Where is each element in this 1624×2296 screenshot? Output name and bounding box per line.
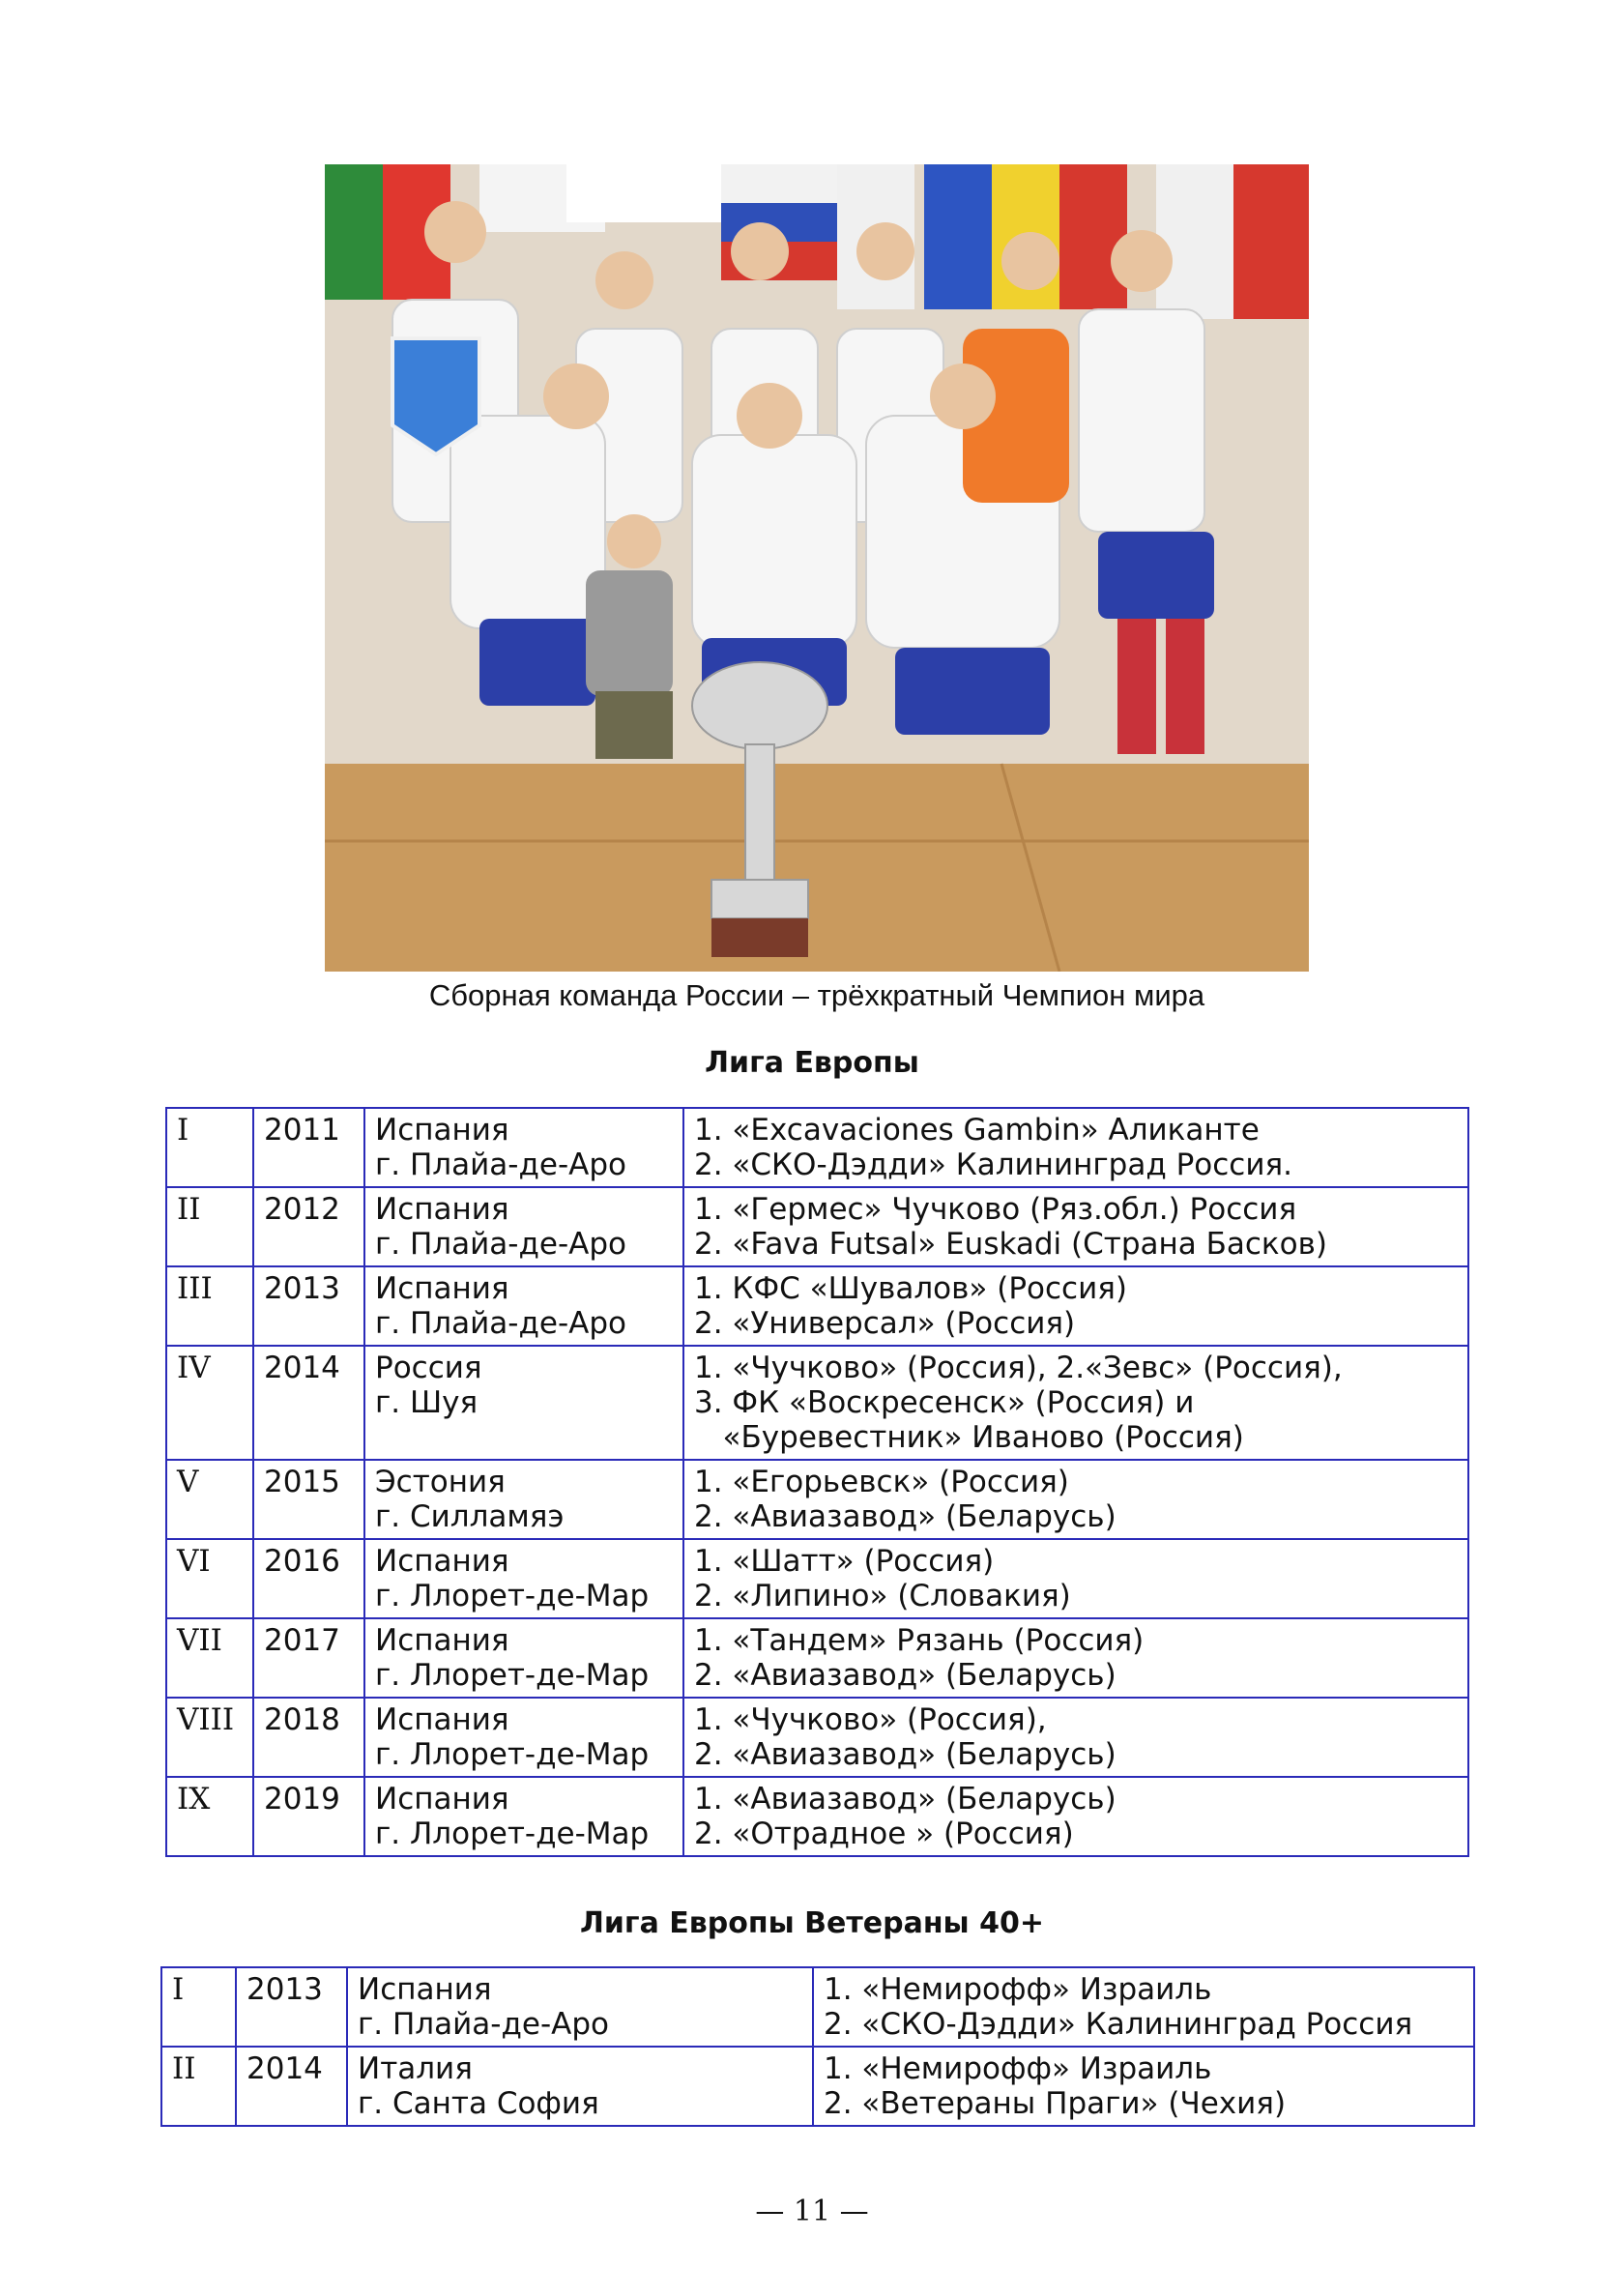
- cell-edition: VI: [166, 1539, 253, 1618]
- cell-results: [683, 1698, 1468, 1777]
- table-row: [166, 1460, 1468, 1539]
- result-line: 1. «Немирофф» Израиль: [824, 1972, 1212, 2007]
- cell-edition: II: [166, 1187, 253, 1266]
- table-row: [166, 1698, 1468, 1777]
- table-row: [161, 2047, 1474, 2126]
- result-line: 3. ФК «Воскресенск» (Россия) и: [694, 1385, 1195, 1420]
- result-line: 1. «Немирофф» Израиль: [824, 2051, 1212, 2086]
- result-line: «Буревестник» Иваново (Россия): [694, 1420, 1244, 1455]
- cell-venue: [364, 1460, 683, 1539]
- table-row: [161, 1967, 1474, 2047]
- cell-venue: [364, 1618, 683, 1698]
- cell-year: 2019: [253, 1777, 364, 1856]
- result-line: 1. «Егорьевск» (Россия): [694, 1465, 1069, 1499]
- result-line: 1. «Тандем» Рязань (Россия): [694, 1623, 1145, 1658]
- result-line: 2. «Авиазавод» (Беларусь): [694, 1658, 1116, 1693]
- venue-line: Испания: [375, 1702, 509, 1737]
- result-line: 1. «Шатт» (Россия): [694, 1544, 995, 1579]
- cell-year: 2011: [253, 1108, 364, 1187]
- table-row: [166, 1618, 1468, 1698]
- result-line: 2. «СКО-Дэдди» Калининград Россия.: [694, 1148, 1293, 1182]
- cell-venue: [364, 1266, 683, 1346]
- cell-results: [683, 1777, 1468, 1856]
- table-row: [166, 1539, 1468, 1618]
- result-line: 1. КФС «Шувалов» (Россия): [694, 1271, 1127, 1306]
- team-photo: [325, 164, 1309, 972]
- cell-year: 2018: [253, 1698, 364, 1777]
- cell-edition: V: [166, 1460, 253, 1539]
- photo-caption: Сборная команда России – трёхкратный Чемпион мира: [428, 978, 1205, 1012]
- table-row: [166, 1777, 1468, 1856]
- venue-line: Испания: [375, 1782, 509, 1816]
- cell-year: 2013: [236, 1967, 347, 2047]
- cell-edition: III: [166, 1266, 253, 1346]
- cell-year: 2014: [253, 1346, 364, 1460]
- result-line: 2. «Универсал» (Россия): [694, 1306, 1076, 1341]
- venue-line: Испания: [375, 1113, 509, 1148]
- cell-edition: IX: [166, 1777, 253, 1856]
- europa-league-table: [165, 1107, 1469, 1857]
- cell-venue: [347, 1967, 813, 2047]
- venue-line: г. Ллорет-де-Мар: [375, 1816, 650, 1851]
- venue-line: г. Санта София: [358, 2086, 599, 2121]
- cell-year: 2017: [253, 1618, 364, 1698]
- cell-year: 2012: [253, 1187, 364, 1266]
- venue-line: Италия: [358, 2051, 473, 2086]
- veterans-league-table: [160, 1966, 1475, 2127]
- cell-results: [683, 1108, 1468, 1187]
- cell-venue: [364, 1108, 683, 1187]
- venue-line: г. Силламяэ: [375, 1499, 565, 1534]
- cell-edition: IV: [166, 1346, 253, 1460]
- venue-line: Россия: [375, 1351, 482, 1385]
- cell-results: [813, 2047, 1474, 2126]
- result-line: 2. «Fava Futsal» Euskadi (Страна Басков): [694, 1227, 1327, 1262]
- cell-venue: [364, 1346, 683, 1460]
- cell-year: 2013: [253, 1266, 364, 1346]
- cell-year: 2015: [253, 1460, 364, 1539]
- cell-venue: [364, 1777, 683, 1856]
- cell-edition: VIII: [166, 1698, 253, 1777]
- result-line: 1. «Гермес» Чучково (Ряз.обл.) Россия: [694, 1192, 1297, 1227]
- cell-year: 2016: [253, 1539, 364, 1618]
- cell-results: [683, 1618, 1468, 1698]
- section-title-europa-league-veterans: Лига Европы Ветераны 40+: [579, 1906, 1044, 1940]
- table-row: [166, 1266, 1468, 1346]
- venue-line: Испания: [375, 1271, 509, 1306]
- result-line: 2. «Отрадное » (Россия): [694, 1816, 1074, 1851]
- cell-edition: I: [166, 1108, 253, 1187]
- venue-line: г. Плайа-де-Аро: [375, 1306, 626, 1341]
- venue-line: Испания: [375, 1623, 509, 1658]
- cell-results: [683, 1266, 1468, 1346]
- team-photo-image: [325, 164, 1309, 972]
- result-line: 1. «Авиазавод» (Беларусь): [694, 1782, 1116, 1816]
- venue-line: г. Ллорет-де-Мар: [375, 1737, 650, 1772]
- cell-venue: [364, 1698, 683, 1777]
- venue-line: Эстония: [375, 1465, 506, 1499]
- cell-results: [683, 1187, 1468, 1266]
- result-line: 2. «Липино» (Словакия): [694, 1579, 1071, 1613]
- table-row: [166, 1346, 1468, 1460]
- venue-line: Испания: [375, 1544, 509, 1579]
- table-row: [166, 1187, 1468, 1266]
- venue-line: г. Шуя: [375, 1385, 478, 1420]
- result-line: 2. «Ветераны Праги» (Чехия): [824, 2086, 1287, 2121]
- result-line: 2. «СКО-Дэдди» Калининград Россия: [824, 2007, 1413, 2042]
- cell-venue: [364, 1539, 683, 1618]
- cell-venue: [364, 1187, 683, 1266]
- result-line: 1. «Чучково» (Россия), 2.«Зевс» (Россия),: [694, 1351, 1343, 1385]
- veterans-league-table-body: [161, 1967, 1474, 2126]
- result-line: 1. «Чучково» (Россия),: [694, 1702, 1047, 1737]
- cell-results: [813, 1967, 1474, 2047]
- result-line: 1. «Excavaciones Gambin» Аликанте: [694, 1113, 1260, 1148]
- venue-line: г. Плайа-де-Аро: [375, 1227, 626, 1262]
- cell-year: 2014: [236, 2047, 347, 2126]
- venue-line: г. Ллорет-де-Мар: [375, 1579, 650, 1613]
- cell-results: [683, 1346, 1468, 1460]
- table-row: [166, 1108, 1468, 1187]
- cell-venue: [347, 2047, 813, 2126]
- venue-line: Испания: [375, 1192, 509, 1227]
- cell-edition: I: [161, 1967, 236, 2047]
- result-line: 2. «Авиазавод» (Беларусь): [694, 1499, 1116, 1534]
- page-number: — 11 —: [755, 2194, 869, 2228]
- venue-line: г. Плайа-де-Аро: [358, 2007, 609, 2042]
- cell-edition: II: [161, 2047, 236, 2126]
- cell-edition: VII: [166, 1618, 253, 1698]
- section-title-europa-league: Лига Европы: [705, 1046, 919, 1080]
- europa-league-table-body: [166, 1108, 1468, 1856]
- cell-results: [683, 1460, 1468, 1539]
- venue-line: г. Плайа-де-Аро: [375, 1148, 626, 1182]
- result-line: 2. «Авиазавод» (Беларусь): [694, 1737, 1116, 1772]
- venue-line: Испания: [358, 1972, 492, 2007]
- venue-line: г. Ллорет-де-Мар: [375, 1658, 650, 1693]
- cell-results: [683, 1539, 1468, 1618]
